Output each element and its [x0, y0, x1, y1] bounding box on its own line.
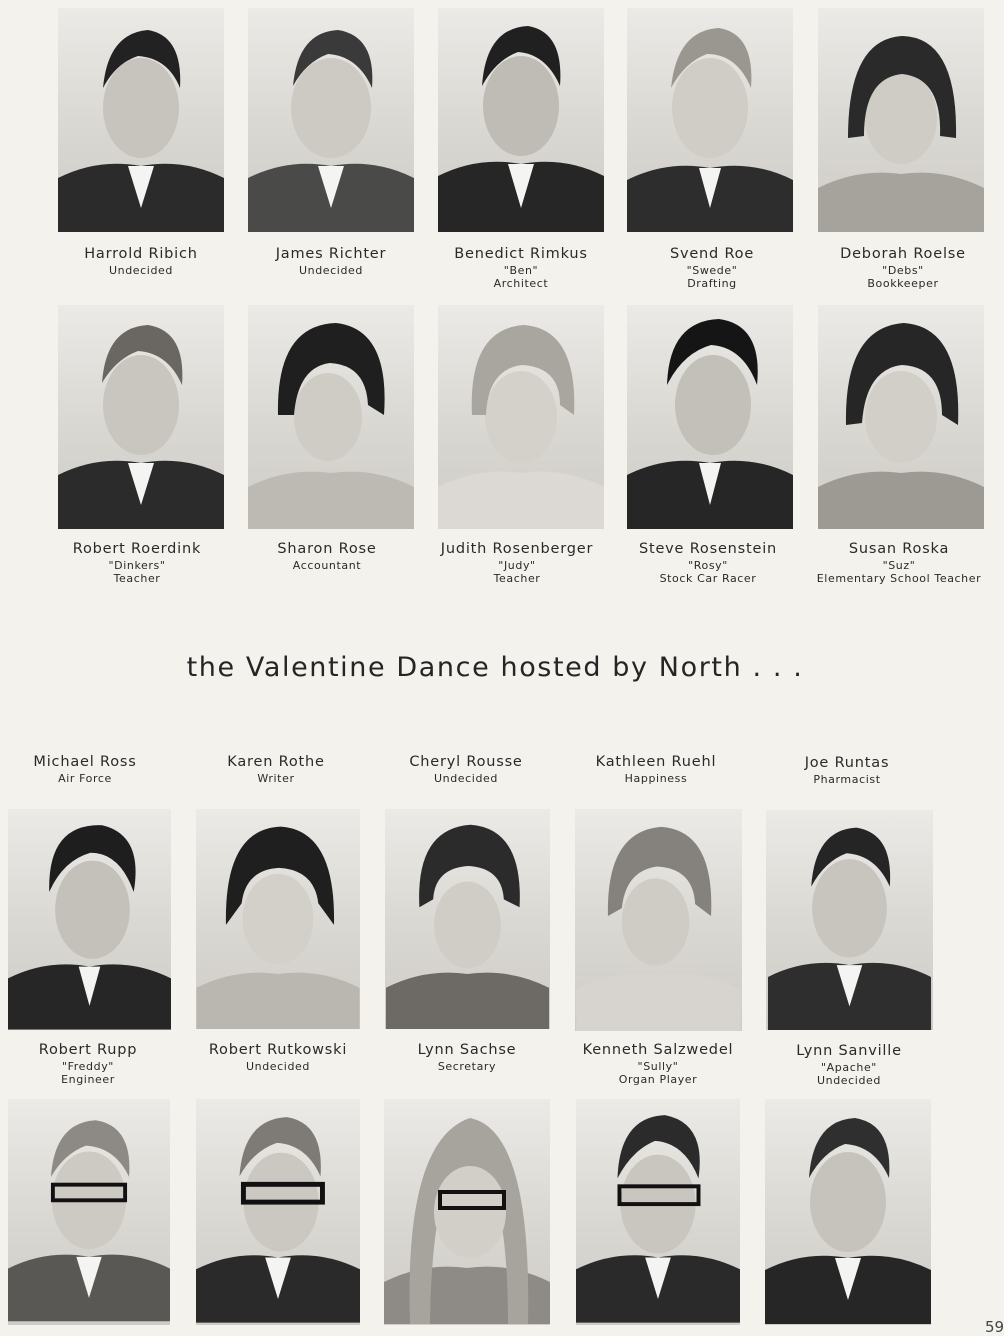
student-nickname: "Sully": [637, 1060, 679, 1073]
portrait-photo: [384, 1099, 550, 1325]
student-career: Writer: [257, 772, 295, 785]
student-career: Secretary: [437, 1060, 497, 1073]
portrait-photo: [818, 8, 984, 232]
student-career: Elementary School Teacher: [816, 572, 982, 585]
student-name: Michael Ross: [33, 754, 137, 770]
student-nickname: "Swede": [686, 264, 738, 277]
student-nickname: "Freddy": [62, 1060, 114, 1073]
student-name: Cheryl Rousse: [409, 754, 523, 770]
student-name: Kenneth Salzwedel: [582, 1042, 734, 1058]
student-career: Engineer: [61, 1073, 115, 1086]
portrait-photo: [385, 809, 550, 1029]
student-caption: [371, 753, 561, 785]
student-career: Happiness: [624, 772, 688, 785]
student-caption: [754, 1042, 944, 1087]
student-nickname: "Judy": [498, 559, 536, 572]
student-caption: [422, 540, 612, 585]
student-career: Undecided: [245, 1060, 310, 1073]
student-nickname: "Rosy": [688, 559, 728, 572]
student-caption: [181, 753, 371, 785]
student-name: Robert Roerdink: [72, 541, 202, 557]
student-caption: [0, 1041, 183, 1086]
student-career: Teacher: [113, 572, 161, 585]
portrait-photo: [8, 1099, 170, 1325]
portrait-photo: [627, 305, 793, 529]
student-name: Deborah Roelse: [840, 246, 966, 262]
portrait-photo: [576, 1099, 740, 1325]
student-name: Lynn Sanville: [796, 1043, 902, 1059]
portrait-photo: [196, 809, 360, 1029]
student-caption: [42, 540, 232, 585]
student-career: Architect: [493, 277, 549, 290]
portrait-photo: [575, 809, 742, 1031]
student-name: Karen Rothe: [227, 754, 325, 770]
student-nickname: "Apache": [821, 1061, 877, 1074]
student-name: Harrold Ribich: [84, 246, 198, 262]
student-caption: [232, 540, 422, 572]
portrait-photo: [818, 305, 984, 529]
student-career: Drafting: [687, 277, 737, 290]
student-career: Stock Car Racer: [659, 572, 757, 585]
student-caption: [808, 245, 998, 290]
student-name: Kathleen Ruehl: [595, 754, 717, 770]
portrait-photo: [248, 305, 414, 529]
student-nickname: "Debs": [882, 264, 924, 277]
portrait-photo: [8, 809, 171, 1030]
student-nickname: "Suz": [882, 559, 916, 572]
section-headline: the Valentine Dance hosted by North . . .: [186, 652, 804, 683]
student-name: Judith Rosenberger: [440, 541, 594, 557]
student-career: Undecided: [298, 264, 363, 277]
student-name: Robert Rutkowski: [208, 1042, 348, 1058]
student-caption: [372, 1041, 562, 1073]
student-caption: [561, 753, 751, 785]
student-caption: [752, 754, 942, 786]
student-name: Svend Roe: [669, 246, 755, 262]
student-caption: [804, 540, 994, 585]
student-career: Bookkeeper: [867, 277, 939, 290]
student-caption: [236, 245, 426, 277]
student-career: Undecided: [816, 1074, 881, 1087]
student-caption: [426, 245, 616, 290]
page-number: 59: [985, 1318, 1004, 1336]
student-name: Steve Rosenstein: [638, 541, 778, 557]
student-name: Sharon Rose: [277, 541, 377, 557]
student-name: Joe Runtas: [804, 755, 890, 771]
portrait-photo: [766, 810, 933, 1030]
student-career: Air Force: [58, 772, 112, 785]
student-name: James Richter: [275, 246, 387, 262]
student-name: Lynn Sachse: [417, 1042, 517, 1058]
student-caption: [46, 245, 236, 277]
student-caption: [183, 1041, 373, 1073]
student-career: Accountant: [292, 559, 362, 572]
portrait-photo: [627, 8, 793, 232]
student-career: Organ Player: [618, 1073, 698, 1086]
student-career: Pharmacist: [813, 773, 881, 786]
portrait-photo: [248, 8, 414, 232]
student-career: Teacher: [493, 572, 541, 585]
student-name: Benedict Rimkus: [454, 246, 588, 262]
student-caption: [613, 540, 803, 585]
student-caption: [563, 1041, 753, 1086]
portrait-photo: [438, 8, 604, 232]
student-name: Susan Roska: [848, 541, 950, 557]
student-name: Robert Rupp: [38, 1042, 138, 1058]
student-nickname: "Dinkers": [108, 559, 166, 572]
student-caption: [617, 245, 807, 290]
student-nickname: "Ben": [503, 264, 539, 277]
portrait-photo: [765, 1099, 931, 1325]
student-career: Undecided: [433, 772, 498, 785]
portrait-photo: [58, 305, 224, 529]
portrait-photo: [58, 8, 224, 232]
student-career: Undecided: [108, 264, 173, 277]
portrait-photo: [196, 1099, 360, 1325]
portrait-photo: [438, 305, 604, 529]
student-caption: [0, 753, 180, 785]
